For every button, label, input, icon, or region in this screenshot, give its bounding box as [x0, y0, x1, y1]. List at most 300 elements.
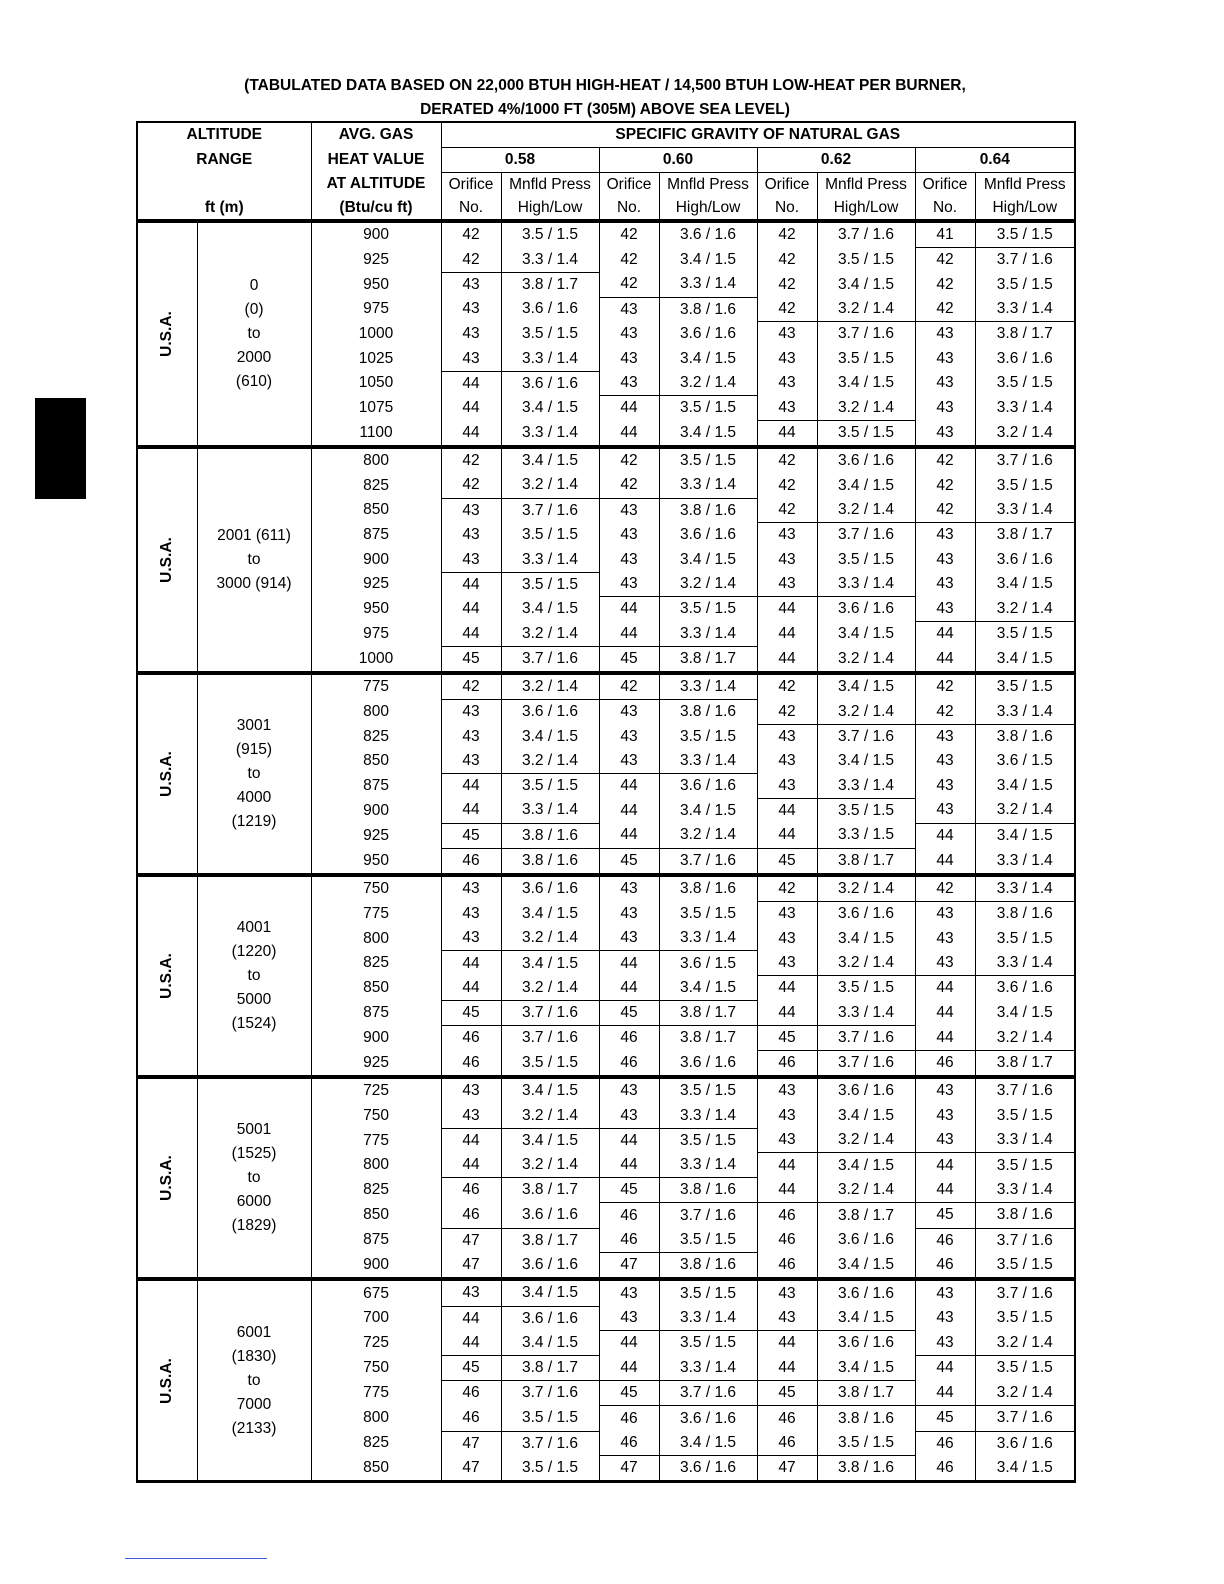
- header-specific-gravity: SPECIFIC GRAVITY OF NATURAL GAS: [441, 122, 1075, 148]
- orifice-number: 42: [757, 297, 817, 322]
- orifice-number: 42: [599, 473, 659, 498]
- manifold-pressure: 3.2 / 1.4: [975, 798, 1075, 823]
- heat-value: 875: [311, 523, 441, 548]
- country-text: U.S.A.: [158, 1358, 176, 1404]
- orifice-number: 43: [757, 724, 817, 749]
- manifold-pressure: 3.8 / 1.6: [501, 848, 599, 875]
- manifold-pressure: 3.2 / 1.4: [817, 875, 915, 902]
- orifice-number: 43: [599, 926, 659, 951]
- manifold-pressure: 3.6 / 1.6: [817, 1077, 915, 1103]
- manifold-pressure: 3.5 / 1.5: [501, 572, 599, 597]
- orifice-number: 44: [757, 1178, 817, 1203]
- altitude-range: [197, 673, 311, 875]
- orifice-number: 43: [599, 346, 659, 371]
- orifice-number: 42: [599, 221, 659, 248]
- orifice-number: 44: [441, 1128, 501, 1153]
- manifold-pressure: 3.6 / 1.6: [817, 1279, 915, 1306]
- orifice-number: 44: [915, 1355, 975, 1380]
- orifice-number: 43: [915, 371, 975, 396]
- manifold-pressure: 3.4 / 1.5: [975, 774, 1075, 799]
- orifice-number: 43: [441, 272, 501, 297]
- manifold-pressure: 3.6 / 1.6: [659, 1456, 757, 1482]
- orifice-number: 47: [441, 1253, 501, 1280]
- heat-value: 775: [311, 902, 441, 927]
- manifold-pressure: 3.2 / 1.4: [659, 823, 757, 848]
- orifice-number: 43: [915, 597, 975, 622]
- manifold-pressure: 3.4 / 1.5: [501, 1077, 599, 1103]
- heat-value: 775: [311, 1381, 441, 1406]
- manifold-pressure: 3.7 / 1.6: [659, 1381, 757, 1406]
- orifice-number: 44: [441, 1331, 501, 1356]
- heat-value: 950: [311, 272, 441, 297]
- orifice-number: 43: [757, 1077, 817, 1103]
- manifold-pressure: 3.8 / 1.6: [501, 823, 599, 848]
- manifold-pressure: 3.5 / 1.5: [659, 396, 757, 421]
- manifold-pressure: 3.7 / 1.6: [817, 724, 915, 749]
- orifice-number: 43: [915, 724, 975, 749]
- table-header: [137, 122, 1075, 221]
- manifold-pressure: 3.4 / 1.5: [817, 272, 915, 297]
- manifold-pressure: 3.4 / 1.5: [817, 673, 915, 700]
- heat-value: 825: [311, 724, 441, 749]
- orifice-number: 43: [441, 1104, 501, 1129]
- manifold-pressure: 3.4 / 1.5: [817, 1153, 915, 1178]
- altitude-range: [197, 1077, 311, 1279]
- orifice-number: 43: [757, 902, 817, 927]
- manifold-pressure: 3.3 / 1.4: [659, 473, 757, 498]
- orifice-number: 44: [599, 597, 659, 622]
- orifice-number: 43: [915, 1279, 975, 1306]
- orifice-number: 44: [915, 622, 975, 647]
- orifice-number: 44: [757, 823, 817, 848]
- altitude-range: [197, 221, 311, 447]
- manifold-pressure: 3.4 / 1.5: [817, 1355, 915, 1380]
- orifice-number: 43: [915, 749, 975, 774]
- table-row: [137, 673, 1075, 700]
- manifold-pressure: 3.8 / 1.7: [817, 1203, 915, 1228]
- manifold-pressure: 3.3 / 1.4: [659, 749, 757, 774]
- manifold-pressure: 3.5 / 1.5: [501, 322, 599, 347]
- orifice-number: 44: [757, 622, 817, 647]
- altitude-range-line: (1830): [231, 1347, 277, 1365]
- manifold-pressure: 3.8 / 1.7: [975, 1051, 1075, 1078]
- manifold-pressure: 3.8 / 1.7: [501, 1178, 599, 1203]
- manifold-pressure: 3.4 / 1.5: [817, 1104, 915, 1129]
- orifice-number: 43: [441, 749, 501, 774]
- manifold-pressure: 3.3 / 1.4: [975, 297, 1075, 322]
- country-text: U.S.A.: [158, 1155, 176, 1202]
- heat-value: 750: [311, 875, 441, 902]
- heat-value: 750: [311, 1355, 441, 1380]
- orifice-number: 46: [441, 1051, 501, 1078]
- altitude-range-line: 5001: [236, 1121, 272, 1139]
- orifice-number: 42: [599, 447, 659, 473]
- header-gravity-062: 0.62: [757, 148, 915, 173]
- manifold-pressure: 3.4 / 1.5: [501, 447, 599, 473]
- manifold-pressure: 3.3 / 1.4: [659, 622, 757, 647]
- manifold-pressure: 3.5 / 1.5: [975, 926, 1075, 951]
- orifice-number: 44: [915, 1026, 975, 1051]
- altitude-range-line: 4001: [236, 919, 272, 937]
- manifold-pressure: 3.5 / 1.5: [659, 724, 757, 749]
- header-no: No.: [757, 196, 817, 221]
- manifold-pressure: 3.6 / 1.6: [501, 1203, 599, 1228]
- manifold-pressure: 3.3 / 1.4: [659, 272, 757, 297]
- manifold-pressure: 3.6 / 1.6: [659, 1406, 757, 1431]
- orifice-number: 43: [757, 371, 817, 396]
- manifold-pressure: 3.6 / 1.6: [817, 597, 915, 622]
- manifold-pressure: 3.5 / 1.5: [975, 1306, 1075, 1331]
- manifold-pressure: 3.5 / 1.5: [501, 523, 599, 548]
- orifice-number: 44: [599, 1153, 659, 1178]
- orifice-number: 44: [599, 976, 659, 1001]
- orifice-number: 46: [915, 1253, 975, 1280]
- orifice-number: 46: [757, 1051, 817, 1078]
- manifold-pressure: 3.8 / 1.7: [975, 322, 1075, 347]
- orifice-number: 42: [441, 447, 501, 473]
- header-gravity-058: 0.58: [441, 148, 599, 173]
- manifold-pressure: 3.7 / 1.6: [501, 1431, 599, 1456]
- manifold-pressure: 3.4 / 1.5: [817, 1306, 915, 1331]
- manifold-pressure: 3.5 / 1.5: [659, 1279, 757, 1306]
- manifold-pressure: 3.4 / 1.5: [659, 976, 757, 1001]
- altitude-range-line: (610): [235, 373, 273, 391]
- orifice-number: 44: [757, 1000, 817, 1025]
- manifold-pressure: 3.8 / 1.6: [659, 875, 757, 902]
- country-label: [137, 447, 197, 673]
- orifice-number: 45: [599, 646, 659, 673]
- orifice-number: 43: [599, 1279, 659, 1306]
- orifice-number: 44: [441, 622, 501, 647]
- orifice-number: 43: [757, 322, 817, 347]
- manifold-pressure: 3.6 / 1.6: [975, 1431, 1075, 1456]
- manifold-pressure: 3.6 / 1.6: [501, 1306, 599, 1331]
- orifice-number: 43: [599, 523, 659, 548]
- header-no: No.: [599, 196, 659, 221]
- manifold-pressure: 3.3 / 1.4: [501, 346, 599, 371]
- manifold-pressure: 3.5 / 1.5: [817, 346, 915, 371]
- heat-value: 850: [311, 1203, 441, 1228]
- manifold-pressure: 3.6 / 1.6: [501, 875, 599, 902]
- orifice-number: 42: [915, 673, 975, 700]
- manifold-pressure: 3.4 / 1.5: [817, 473, 915, 498]
- orifice-number: 43: [599, 1077, 659, 1103]
- orifice-number: 44: [599, 798, 659, 823]
- orifice-number: 43: [599, 498, 659, 523]
- manifold-pressure: 3.5 / 1.5: [659, 597, 757, 622]
- altitude-range-line: (1220): [231, 943, 277, 961]
- orifice-number: 45: [441, 646, 501, 673]
- orifice-number: 43: [441, 297, 501, 322]
- manifold-pressure: 3.4 / 1.5: [817, 1253, 915, 1280]
- manifold-pressure: 3.6 / 1.6: [817, 1228, 915, 1253]
- altitude-range-line: 5000: [236, 991, 272, 1009]
- country-label: [137, 1077, 197, 1279]
- manifold-pressure: 3.4 / 1.5: [659, 798, 757, 823]
- orifice-number: 43: [441, 724, 501, 749]
- manifold-pressure: 3.8 / 1.6: [659, 1253, 757, 1280]
- manifold-pressure: 3.6 / 1.6: [975, 976, 1075, 1001]
- manifold-pressure: 3.8 / 1.6: [659, 498, 757, 523]
- orifice-number: 46: [599, 1406, 659, 1431]
- heat-value: 950: [311, 848, 441, 875]
- manifold-pressure: 3.4 / 1.5: [659, 346, 757, 371]
- altitude-range-line: (1525): [231, 1145, 277, 1163]
- orifice-number: 43: [599, 371, 659, 396]
- manifold-pressure: 3.5 / 1.5: [975, 1104, 1075, 1129]
- manifold-pressure: 3.3 / 1.4: [501, 421, 599, 448]
- orifice-number: 44: [599, 774, 659, 799]
- manifold-pressure: 3.2 / 1.4: [501, 926, 599, 951]
- orifice-number: 42: [757, 700, 817, 725]
- manifold-pressure: 3.6 / 1.6: [975, 346, 1075, 371]
- manifold-pressure: 3.4 / 1.5: [817, 371, 915, 396]
- orifice-number: 43: [915, 1077, 975, 1103]
- orifice-number: 43: [915, 572, 975, 597]
- orifice-number: 45: [915, 1406, 975, 1431]
- manifold-pressure: 3.2 / 1.4: [975, 421, 1075, 448]
- manifold-pressure: 3.5 / 1.5: [975, 673, 1075, 700]
- orifice-number: 47: [599, 1456, 659, 1482]
- orifice-number: 42: [757, 875, 817, 902]
- manifold-pressure: 3.7 / 1.6: [817, 322, 915, 347]
- table-row: [137, 1077, 1075, 1103]
- orifice-number: 44: [915, 1153, 975, 1178]
- orifice-number: 42: [757, 498, 817, 523]
- manifold-pressure: 3.3 / 1.4: [659, 926, 757, 951]
- header-ft-m: ft (m): [137, 196, 311, 221]
- table-row: [137, 447, 1075, 473]
- orifice-number: 42: [915, 272, 975, 297]
- manifold-pressure: 3.8 / 1.6: [975, 1203, 1075, 1228]
- orifice-number: 44: [915, 848, 975, 875]
- heat-value: 825: [311, 1178, 441, 1203]
- orifice-number: 44: [599, 1331, 659, 1356]
- manifold-pressure: 3.2 / 1.4: [501, 1104, 599, 1129]
- altitude-range-line: (1829): [231, 1217, 277, 1235]
- heat-value: 950: [311, 597, 441, 622]
- orifice-number: 44: [915, 1381, 975, 1406]
- heat-value: 800: [311, 926, 441, 951]
- altitude-range-line: (0): [244, 301, 264, 319]
- orifice-number: 46: [757, 1228, 817, 1253]
- orifice-number: 44: [757, 597, 817, 622]
- orifice-number: 43: [599, 749, 659, 774]
- orifice-number: 46: [441, 1406, 501, 1431]
- heat-value: 850: [311, 1456, 441, 1482]
- heat-value: 700: [311, 1306, 441, 1331]
- orifice-number: 42: [757, 272, 817, 297]
- orifice-number: 45: [757, 1381, 817, 1406]
- orifice-number: 46: [915, 1456, 975, 1482]
- manifold-pressure: 3.3 / 1.4: [817, 572, 915, 597]
- manifold-pressure: 3.5 / 1.5: [501, 221, 599, 248]
- orifice-number: 43: [757, 951, 817, 976]
- manifold-pressure: 3.7 / 1.6: [975, 1406, 1075, 1431]
- manifold-pressure: 3.3 / 1.4: [501, 248, 599, 273]
- manifold-pressure: 3.4 / 1.5: [975, 646, 1075, 673]
- manifold-pressure: 3.3 / 1.4: [975, 700, 1075, 725]
- manifold-pressure: 3.7 / 1.6: [501, 1000, 599, 1025]
- orifice-number: 45: [599, 1178, 659, 1203]
- header-mnfld-press: Mnfld Press: [659, 173, 757, 197]
- heat-value: 850: [311, 498, 441, 523]
- manifold-pressure: 3.4 / 1.5: [501, 724, 599, 749]
- manifold-pressure: 3.2 / 1.4: [817, 951, 915, 976]
- orifice-number: 44: [599, 622, 659, 647]
- heat-value: 775: [311, 673, 441, 700]
- manifold-pressure: 3.4 / 1.5: [659, 547, 757, 572]
- country-text: U.S.A.: [158, 953, 176, 999]
- orifice-number: 47: [757, 1456, 817, 1482]
- orifice-number: 44: [441, 572, 501, 597]
- altitude-band: [137, 221, 1075, 447]
- orifice-number: 43: [915, 1104, 975, 1129]
- orifice-number: 44: [441, 774, 501, 799]
- orifice-pressure-table: [136, 121, 1076, 1483]
- heat-value: 825: [311, 473, 441, 498]
- manifold-pressure: 3.4 / 1.5: [501, 902, 599, 927]
- orifice-number: 46: [599, 1431, 659, 1456]
- orifice-number: 43: [599, 724, 659, 749]
- manifold-pressure: 3.2 / 1.4: [975, 1331, 1075, 1356]
- orifice-number: 43: [441, 1279, 501, 1306]
- manifold-pressure: 3.4 / 1.5: [501, 1128, 599, 1153]
- manifold-pressure: 3.5 / 1.5: [659, 902, 757, 927]
- manifold-pressure: 3.6 / 1.5: [975, 749, 1075, 774]
- manifold-pressure: 3.2 / 1.4: [501, 622, 599, 647]
- header-high-low: High/Low: [659, 196, 757, 221]
- heat-value: 800: [311, 1406, 441, 1431]
- manifold-pressure: 3.2 / 1.4: [817, 700, 915, 725]
- heat-value: 875: [311, 1228, 441, 1253]
- manifold-pressure: 3.5 / 1.5: [975, 1153, 1075, 1178]
- manifold-pressure: 3.4 / 1.5: [659, 421, 757, 448]
- orifice-number: 46: [599, 1051, 659, 1078]
- heat-value: 975: [311, 297, 441, 322]
- orifice-number: 43: [757, 346, 817, 371]
- orifice-number: 43: [441, 700, 501, 725]
- header-blank: [137, 173, 311, 197]
- orifice-number: 43: [915, 1128, 975, 1153]
- header-orifice: Orifice: [441, 173, 501, 197]
- orifice-number: 44: [599, 951, 659, 976]
- country-label: [137, 221, 197, 447]
- heat-value: 850: [311, 749, 441, 774]
- altitude-range-line: to: [247, 764, 261, 782]
- orifice-number: 44: [441, 798, 501, 823]
- orifice-number: 43: [915, 322, 975, 347]
- manifold-pressure: 3.5 / 1.5: [975, 221, 1075, 248]
- altitude-range-line: 4000: [236, 788, 272, 806]
- heat-value: 900: [311, 1026, 441, 1051]
- manifold-pressure: 3.8 / 1.7: [501, 1355, 599, 1380]
- heat-value: 925: [311, 823, 441, 848]
- page-tab-marker: [35, 398, 86, 499]
- manifold-pressure: 3.5 / 1.5: [817, 547, 915, 572]
- altitude-range-line: (915): [235, 740, 273, 758]
- orifice-number: 43: [599, 700, 659, 725]
- orifice-number: 46: [757, 1203, 817, 1228]
- orifice-number: 46: [599, 1203, 659, 1228]
- heat-value: 825: [311, 1431, 441, 1456]
- header-mnfld-press: Mnfld Press: [975, 173, 1075, 197]
- orifice-number: 47: [441, 1431, 501, 1456]
- orifice-number: 46: [441, 848, 501, 875]
- orifice-number: 46: [441, 1203, 501, 1228]
- manifold-pressure: 3.5 / 1.5: [501, 774, 599, 799]
- heat-value: 1000: [311, 646, 441, 673]
- orifice-number: 44: [915, 1178, 975, 1203]
- orifice-number: 43: [441, 902, 501, 927]
- orifice-number: 46: [441, 1178, 501, 1203]
- orifice-number: 43: [915, 396, 975, 421]
- altitude-range-line: to: [247, 551, 261, 569]
- heat-value: 1100: [311, 421, 441, 448]
- header-altitude: ALTITUDE: [137, 122, 311, 148]
- manifold-pressure: 3.5 / 1.5: [975, 272, 1075, 297]
- manifold-pressure: 3.4 / 1.5: [659, 248, 757, 273]
- orifice-number: 44: [915, 823, 975, 848]
- table-caption: [136, 74, 1074, 122]
- manifold-pressure: 3.6 / 1.6: [975, 547, 1075, 572]
- orifice-number: 42: [915, 473, 975, 498]
- manifold-pressure: 3.2 / 1.4: [501, 1153, 599, 1178]
- orifice-number: 44: [757, 798, 817, 823]
- orifice-number: 42: [441, 221, 501, 248]
- orifice-number: 42: [915, 700, 975, 725]
- orifice-number: 43: [915, 421, 975, 448]
- manifold-pressure: 3.8 / 1.7: [501, 272, 599, 297]
- header-orifice: Orifice: [915, 173, 975, 197]
- manifold-pressure: 3.7 / 1.6: [817, 523, 915, 548]
- manifold-pressure: 3.5 / 1.5: [501, 1406, 599, 1431]
- heat-value: 750: [311, 1104, 441, 1129]
- header-mnfld-press: Mnfld Press: [817, 173, 915, 197]
- manifold-pressure: 3.2 / 1.4: [501, 673, 599, 700]
- country-text: U.S.A.: [158, 537, 176, 583]
- manifold-pressure: 3.5 / 1.5: [817, 976, 915, 1001]
- orifice-number: 43: [915, 1306, 975, 1331]
- orifice-number: 42: [915, 498, 975, 523]
- heat-value: 1075: [311, 396, 441, 421]
- altitude-range-line: to: [247, 1169, 261, 1187]
- header-orifice: Orifice: [599, 173, 659, 197]
- manifold-pressure: 3.3 / 1.4: [975, 951, 1075, 976]
- manifold-pressure: 3.3 / 1.4: [975, 875, 1075, 902]
- orifice-number: 44: [757, 646, 817, 673]
- caption-line-2: DERATED 4%/1000 FT (305M) ABOVE SEA LEVEL): [420, 101, 790, 118]
- orifice-number: 42: [599, 272, 659, 297]
- orifice-number: 43: [915, 1331, 975, 1356]
- manifold-pressure: 3.5 / 1.5: [817, 248, 915, 273]
- manifold-pressure: 3.6 / 1.6: [817, 447, 915, 473]
- orifice-number: 45: [757, 848, 817, 875]
- manifold-pressure: 3.5 / 1.5: [659, 1228, 757, 1253]
- orifice-number: 43: [599, 547, 659, 572]
- orifice-number: 45: [599, 848, 659, 875]
- manifold-pressure: 3.2 / 1.4: [501, 473, 599, 498]
- orifice-number: 43: [441, 523, 501, 548]
- footnote-rule: [125, 1558, 267, 1559]
- orifice-number: 43: [915, 774, 975, 799]
- manifold-pressure: 3.3 / 1.4: [817, 774, 915, 799]
- orifice-number: 45: [915, 1203, 975, 1228]
- orifice-number: 45: [757, 1026, 817, 1051]
- altitude-range-line: 7000: [236, 1395, 272, 1413]
- orifice-number: 44: [441, 976, 501, 1001]
- altitude-range-line: (2133): [231, 1419, 277, 1437]
